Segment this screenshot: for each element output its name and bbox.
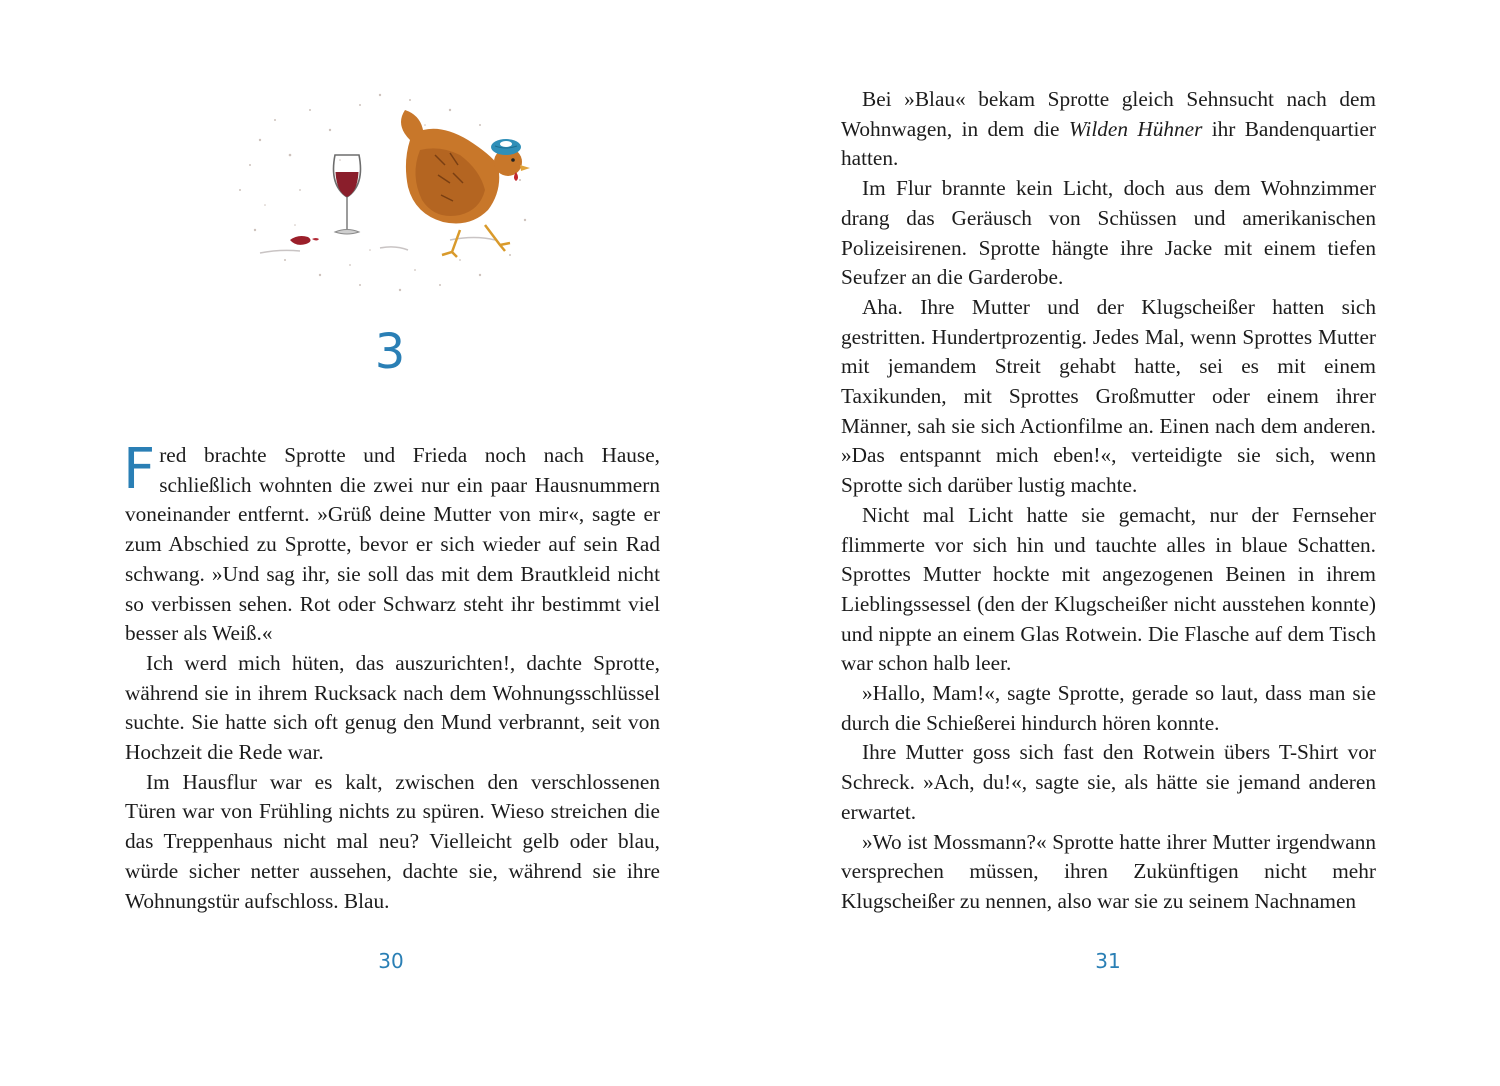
paragraph: »Wo ist Mossmann?« Sprotte hatte ihrer Mutter irgendwann versprechen müssen, ihren Zukünftigen nicht mehr Klugscheißer zu nennen, also war sie zu seinem Nachnamen [841,829,1376,913]
paragraph: Im Hausflur war es kalt, zwischen den verschlossenen Türen war von Frühling nichts zu spüren. Wieso streichen die das Treppenhaus nicht mal neu? Vielleicht gelb oder blau, würde sicher netter aussehen, dachte sie, während sie ihre Wohnungstür aufschloss. Blau. [125,769,660,913]
paragraph: Im Flur brannte kein Licht, doch aus dem Wohnzimmer drang das Geräusch von Schüssen und amerikanischen Polizeisirenen. Sprotte hängte ihre Jacke mit einem tiefen Seufzer an die Garderobe. [841,176,1376,290]
wine-glass-icon [334,155,361,234]
paragraph: »Hallo, Mam!«, sagte Sprotte, gerade so laut, dass man sie durch die Schießerei hindurch hören konnte. [841,681,1376,735]
right-page-text [841,85,1376,917]
chapter-number: 3 [374,324,406,380]
paragraph-text: red brachte Sprotte und Frieda noch nach Hause, schließlich wohnten die zwei nur ein paar Hausnummern voneinander entfernt. »Grüß deine Mutter von mir«, sagte er zum Abschied zu Sprotte, bevor er sich wieder auf sein Rad schwang. »Und sag ihr, sie soll das mit dem Brautkleid nicht so verbissen sehen. Rot oder Schwarz steht ihr bestimmt viel besser als Weiß.« [125,443,660,646]
paragraph [841,85,1376,174]
page-number-right: 31 [1095,949,1121,973]
paragraph: Ich werd mich hüten, das auszurichten!, dachte Sprotte, während sie in ihrem Rucksack nach dem Wohnungsschlüssel suchte. Sie hatte sich oft genug den Mund verbrannt, seit von Hochzeit die Rede war. [125,650,660,765]
page-number-left: 30 [378,949,404,973]
right-page [750,0,1500,1086]
paragraph: Nicht mal Licht hatte sie gemacht, nur der Fernseher flimmerte vor sich hin und tauchte alles in blaue Schatten. Sprottes Mutter hockte mit angezogenen Beinen in ihrem Lieblingssessel (den der Klugscheißer nicht ausstehen konnte) und nippte an einem Glas Rotwein. Die Flasche auf dem Tisch war schon halb leer. [841,502,1376,676]
left-page-text [123,437,660,916]
paragraph [123,437,660,649]
paragraph-text: ihr Bandenquartier hatten. [841,116,1377,171]
paragraph: Ihre Mutter goss sich fast den Rotwein übers T-Shirt vor Schreck. »Ach, du!«, sagte sie, als hätte sie jemand anderen erwartet. [841,740,1376,824]
paragraph: Aha. Ihre Mutter und der Klugscheißer hatten sich gestritten. Hundertprozentig. Jedes Mal, wenn Sprottes Mutter mit jemandem Streit gehabt hatte, sei es mit einem Taxikunden, mit Sprottes Großmutter oder einem ihrer Männer, sah sie sich Actionfilme an. Einen nach dem anderen. »Das entspannt mich eben!«, verteidigte sie sich, wenn Sprotte sich darüber lustig machte. [841,294,1376,498]
gang-name: Wilden Hühner [1068,116,1203,141]
paragraph-text: Bei »Blau« bekam Sprotte gleich Sehnsucht nach dem Wohnwagen, in dem die [841,87,1376,141]
chicken-icon [401,110,530,257]
chicken-illustration [220,80,550,310]
drop-cap: F [123,437,156,502]
